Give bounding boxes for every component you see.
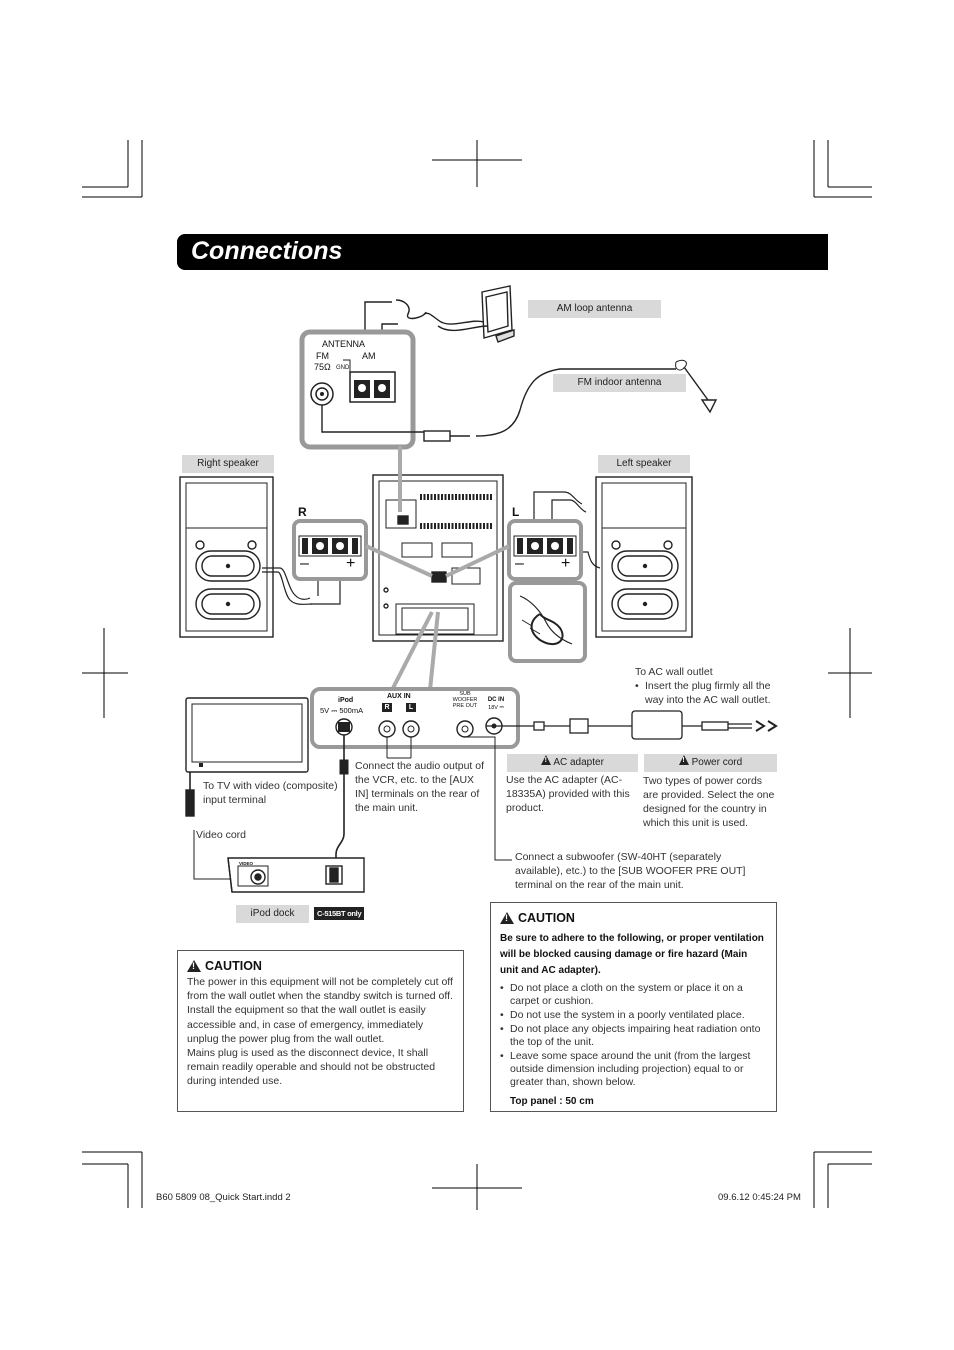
title-bar bbox=[177, 234, 828, 270]
caution-right-intro: Be sure to adhere to the following, or proper ventilation will be blocked causing damage or fire hazard (Main unit and AC adapter). bbox=[500, 933, 764, 976]
caution-title-right bbox=[500, 911, 767, 925]
caution-left-paragraph: Mains plug is used as the disconnect device, It shall remain readily operable and should not be obstructed during intended use. bbox=[187, 1047, 436, 1088]
warning-icon bbox=[541, 755, 551, 765]
speaker-r-label: R bbox=[298, 505, 307, 519]
gnd-label: GND bbox=[336, 365, 350, 371]
list-item: • Do not place a cloth on the system or place it on a carpet or cushion. bbox=[500, 982, 767, 1008]
aux-l-label: L bbox=[406, 703, 416, 712]
ipod-dock-label: iPod dock bbox=[236, 905, 309, 923]
caution-title-right-text: CAUTION bbox=[518, 911, 575, 925]
left-speaker-label: Left speaker bbox=[598, 455, 690, 473]
tv-text: To TV with video (composite) input terminal bbox=[203, 780, 338, 806]
caution-left-paragraph: Install the equipment so that the wall outlet is easily accessible and, in case of emergency, immediately unplug the power plug from the wall outlet. bbox=[187, 1004, 426, 1045]
warning-icon bbox=[679, 755, 689, 765]
am-label: AM bbox=[362, 351, 376, 361]
speaker-r-minus: – bbox=[300, 555, 309, 572]
ac-outlet-bullet: • Insert the plug firmly all the way into the AC wall outlet. bbox=[635, 680, 771, 706]
footer-file: B60 5809 08_Quick Start.indd 2 bbox=[156, 1192, 291, 1203]
sub-woofer-line3: PRE OUT bbox=[452, 703, 478, 709]
speaker-l-minus: – bbox=[515, 555, 524, 572]
ac-adapter-drawing bbox=[486, 711, 776, 739]
subwoofer-text: Connect a subwoofer (SW-40HT (separately available), etc.) to the [SUB WOOFER PRE OUT] terminal on the rear of the main unit. bbox=[515, 851, 746, 891]
list-item: • Leave some space around the unit (from the largest outside dimension including projection) equal to or greater than, shown below. bbox=[500, 1050, 767, 1089]
footer-timestamp: 09.6.12 0:45:24 PM bbox=[718, 1192, 801, 1203]
fm-indoor-antenna-label: FM indoor antenna bbox=[553, 374, 686, 392]
dc-in-voltage: 18V ⎓ bbox=[488, 705, 504, 711]
ac-outlet-bullet-text: Insert the plug firmly all the way into the AC wall outlet. bbox=[645, 680, 771, 706]
sub-woofer-line1: SUB bbox=[459, 691, 471, 697]
power-cord-tag bbox=[644, 754, 777, 772]
ac-adapter-label: AC adapter bbox=[553, 757, 604, 768]
page-title: Connections bbox=[191, 237, 343, 265]
ac-outlet-title: To AC wall outlet bbox=[635, 666, 713, 678]
c515bt-only-badge: C-515BT only bbox=[314, 907, 364, 920]
antenna-panel bbox=[302, 332, 413, 447]
aux-text: Connect the audio output of the VCR, etc. to the [AUX IN] terminals on the rear of the main unit. bbox=[355, 760, 485, 814]
power-cord-text: Two types of power cords are provided. Select the one designed for the country in which this unit is used. bbox=[643, 775, 775, 829]
caution-title-left-text: CAUTION bbox=[205, 959, 262, 973]
caution-box-left bbox=[177, 950, 464, 1112]
sub-woofer-label bbox=[446, 691, 484, 709]
antenna-label: ANTENNA bbox=[322, 339, 366, 349]
aux-r-label: R bbox=[382, 703, 392, 712]
aux-in-label: AUX IN bbox=[387, 693, 411, 700]
ipod-port-label: iPod bbox=[338, 697, 354, 704]
caution-right-list bbox=[500, 982, 767, 1089]
list-item: • Do not use the system in a poorly ventilated place. bbox=[500, 1009, 767, 1022]
dock-video-label: VIDEO bbox=[239, 861, 254, 866]
warning-icon bbox=[500, 912, 514, 924]
list-item: • Do not place any objects impairing heat radiation onto the top of the unit. bbox=[500, 1023, 767, 1049]
left-speaker-drawing bbox=[596, 477, 692, 637]
ipod-power-label: 5V ⎓ 500mA bbox=[320, 706, 364, 715]
caution-box-right bbox=[490, 902, 777, 1112]
ac-adapter-tag bbox=[507, 754, 638, 772]
am-loop-antenna-label: AM loop antenna bbox=[528, 300, 661, 318]
right-speaker-label: Right speaker bbox=[182, 455, 274, 473]
warning-icon bbox=[187, 960, 201, 972]
sub-woofer-line2: WOOFER bbox=[452, 697, 478, 703]
caution-left-paragraph: The power in this equipment will not be completely cut off from the wall outlet when the standby switch is turned off. bbox=[187, 976, 453, 1003]
top-panel-spec: Top panel : 50 cm bbox=[510, 1096, 594, 1107]
fm-label: FM bbox=[316, 351, 329, 361]
fm-ohm-label: 75Ω bbox=[314, 362, 331, 372]
cord-clip-inset bbox=[510, 583, 585, 661]
video-cord-label: Video cord bbox=[196, 829, 247, 841]
speaker-l-label: L bbox=[512, 505, 520, 519]
power-cord-label: Power cord bbox=[691, 757, 743, 768]
caution-title-left bbox=[187, 959, 454, 973]
speaker-r-plus: + bbox=[346, 555, 356, 572]
speaker-l-plus: + bbox=[561, 555, 571, 572]
ac-adapter-text: Use the AC adapter (AC-18335A) provided with this product. bbox=[506, 774, 630, 814]
right-speaker-drawing bbox=[180, 477, 273, 637]
dc-in-label: DC IN bbox=[487, 697, 505, 703]
